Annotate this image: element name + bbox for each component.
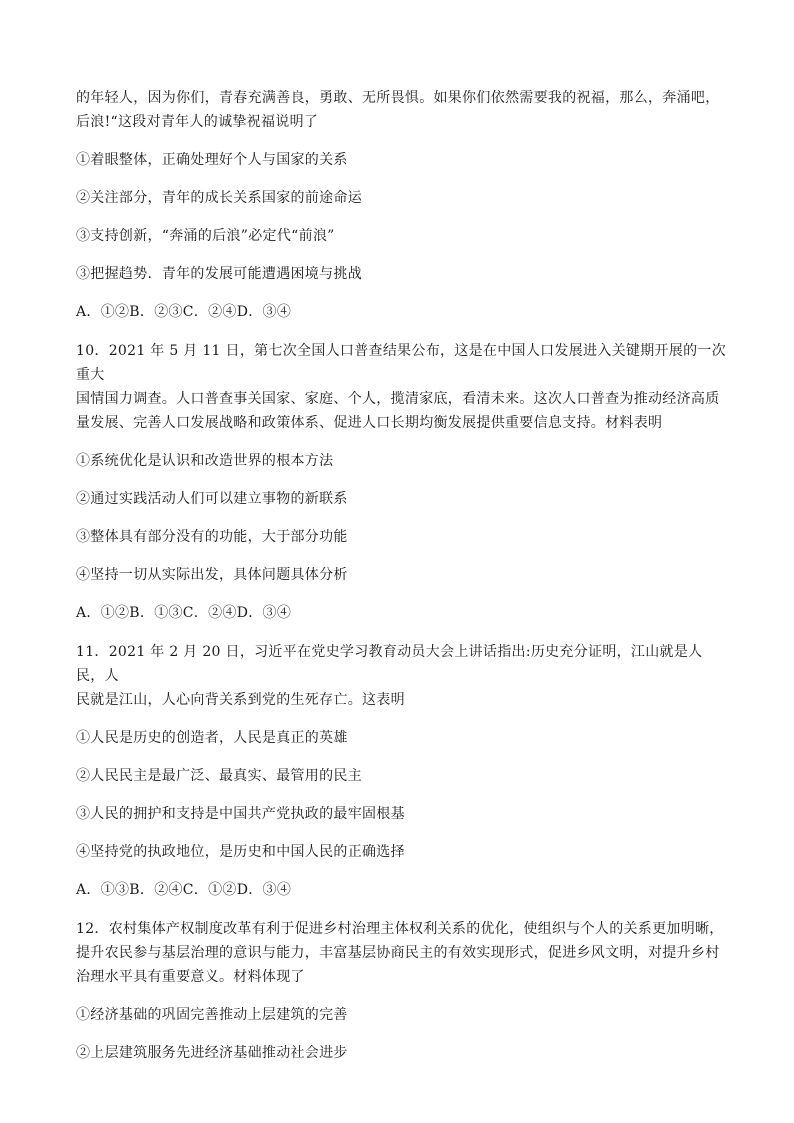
question-11 bbox=[76, 640, 726, 902]
question-11-option: ④坚持党的执政地位，是历史和中国人民的正确选择 bbox=[76, 844, 405, 860]
question-12 bbox=[76, 917, 726, 1065]
question-9-option: ①着眼整体，正确处理好个人与国家的关系 bbox=[76, 152, 348, 168]
question-12-option: ①经济基础的巩固完善推动上层建筑的完善 bbox=[76, 1007, 348, 1023]
question-11-stem-line: 民就是江山，人心向背关系到党的生死存亡。这表明 bbox=[76, 692, 405, 708]
question-11-option: ③人民的拥护和支持是中国共产党执政的最牢固根基 bbox=[76, 806, 405, 822]
question-9-option: ③把握趋势．青年的发展可能遭遇困境与挑战 bbox=[76, 266, 362, 282]
question-11-option: ②人民民主是最广泛、最真实、最管用的民主 bbox=[76, 768, 362, 784]
question-12-stem-line: 12．农村集体产权制度改革有利于促进乡村治理主体权利关系的优化，使组织与个人的关系更加明晰， bbox=[76, 921, 724, 937]
question-9-choices: A．①②B．②③C．②④D．③④ bbox=[76, 304, 292, 320]
question-9 bbox=[76, 86, 726, 324]
question-12-stem-line: 治理水平具有重要意义。材料体现了 bbox=[76, 969, 305, 985]
question-9-option: ②关注部分，青年的成长关系国家的前途命运 bbox=[76, 190, 362, 206]
question-10-option: ②通过实践活动人们可以建立事物的新联系 bbox=[76, 491, 348, 507]
question-10-stem-line: 10．2021 年 5 月 11 日，第七次全国人口普查结果公布，这是在中国人口发展进入关键期开展的一次重大 bbox=[76, 343, 727, 383]
question-9-stem-line: 的年轻人，因为你们，青春充满善良，勇敢、无所畏惧。如果你们依然需要我的祝福，那么，奔涌吧， bbox=[76, 90, 720, 106]
question-10-choices: A．①②B．①③C．②④D．③④ bbox=[76, 605, 292, 621]
question-10 bbox=[76, 339, 726, 625]
question-10-option: ①系统优化是认识和改造世界的根本方法 bbox=[76, 453, 334, 469]
exam-page bbox=[76, 86, 726, 1065]
question-9-stem-line: 后浪!“这段对青年人的诚挚祝福说明了 bbox=[76, 114, 319, 130]
question-10-stem-line: 量发展、完善人口发展战略和政策体系、促进人口长期均衡发展提供重要信息支持。材料表明 bbox=[76, 415, 663, 431]
question-11-option: ①人民是历史的创造者，人民是真正的英雄 bbox=[76, 730, 348, 746]
question-11-choices: A．①③B．②④C．①②D．③④ bbox=[76, 882, 292, 898]
question-10-stem-line: 国情国力调查。人口普查事关国家、家庭、个人，揽清家底，看清未来。这次人口普查为推动经济高质 bbox=[76, 391, 720, 407]
question-10-option: ④坚持一切从实际出发，具体问题具体分析 bbox=[76, 567, 348, 583]
question-12-stem-line: 提升农民参与基层治理的意识与能力，丰富基层协商民主的有效实现形式，促进乡风文明，对提升乡村 bbox=[76, 945, 720, 961]
question-11-stem-line: 11．2021 年 2 月 20 日，习近平在党史学习教育动员大会上讲话指出:历史充分证明，江山就是人民，人 bbox=[76, 644, 703, 684]
question-12-option: ②上层建筑服务先进经济基础推动社会进步 bbox=[76, 1045, 348, 1061]
question-9-option: ③支持创新，“奔涌的后浪”必定代“前浪” bbox=[76, 228, 335, 244]
question-10-option: ③整体具有部分没有的功能，大于部分功能 bbox=[76, 529, 348, 545]
